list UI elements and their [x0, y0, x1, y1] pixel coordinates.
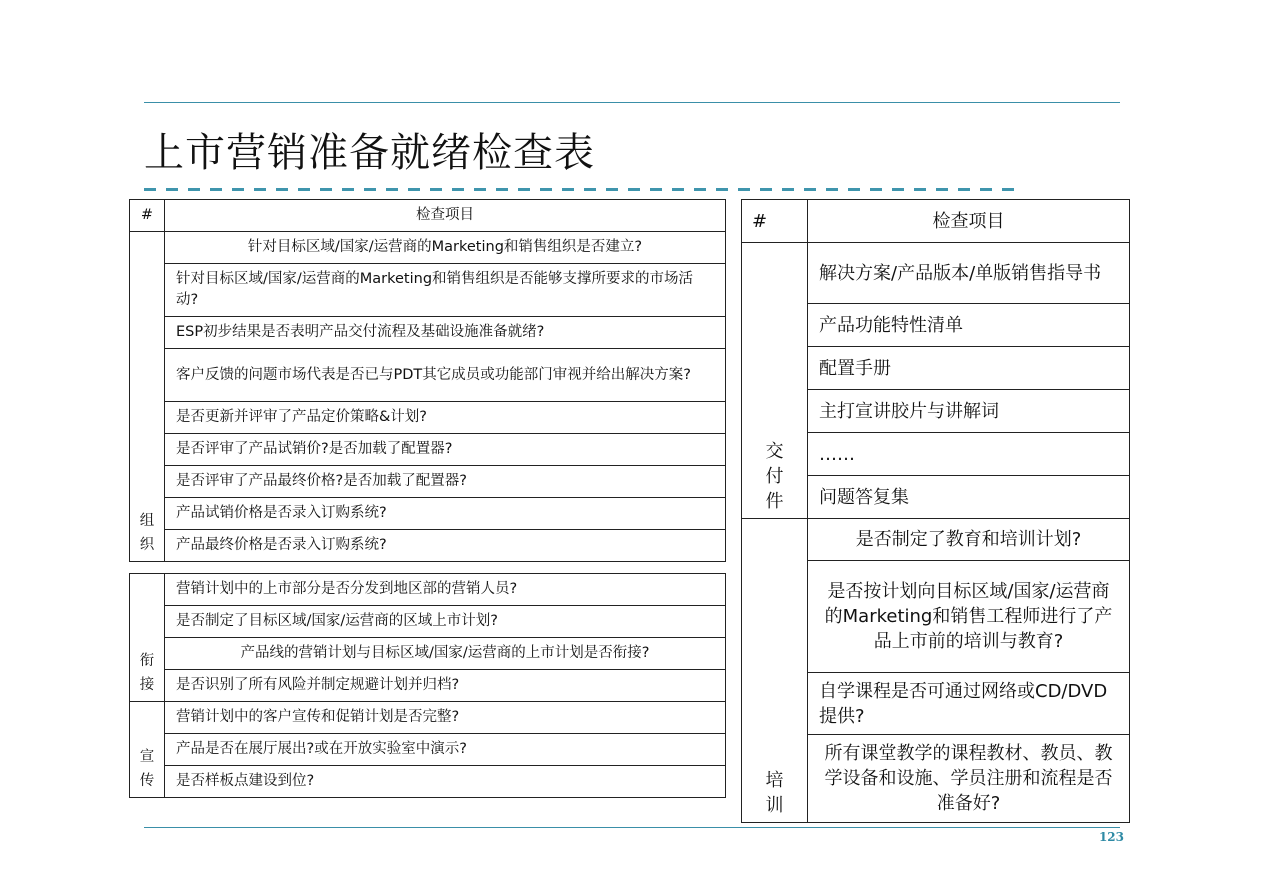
page-number: 123 — [1098, 830, 1124, 844]
group-label-training: 培训 — [742, 519, 808, 823]
top-divider — [144, 102, 1120, 103]
group-label-deliverables: 交付件 — [742, 243, 808, 519]
check-item: 是否评审了产品试销价?是否加载了配置器? — [165, 434, 726, 466]
table-row — [130, 232, 726, 264]
left-checklist-table — [129, 199, 726, 562]
table-row — [742, 243, 1130, 304]
check-item: 针对目标区域/国家/运营商的Marketing和销售组织是否建立? — [165, 232, 726, 264]
check-item: 是否评审了产品最终价格?是否加载了配置器? — [165, 466, 726, 498]
page-title: 上市营销准备就绪检查表 — [144, 130, 595, 176]
check-item: 客户反馈的问题市场代表是否已与PDT其它成员或功能部门审视并给出解决方案? — [165, 349, 726, 402]
table-row — [130, 349, 726, 402]
group-label-organization: 组织 — [130, 232, 165, 562]
left-checklist-table-continued — [129, 573, 726, 798]
table-row — [742, 519, 1130, 561]
table-row — [130, 766, 726, 798]
check-item: 产品线的营销计划与目标区域/国家/运营商的上市计划是否衔接? — [165, 638, 726, 670]
table-header-row — [742, 200, 1130, 243]
header-num: # — [130, 200, 165, 232]
check-item: 是否制定了目标区域/国家/运营商的区域上市计划? — [165, 606, 726, 638]
header-num: # — [742, 200, 808, 243]
check-item: 营销计划中的客户宣传和促销计划是否完整? — [165, 702, 726, 734]
group-label-alignment: 衔接 — [130, 574, 165, 702]
table-row — [130, 702, 726, 734]
check-item: 配置手册 — [808, 347, 1130, 390]
check-item: 自学课程是否可通过网络或CD/DVD提供? — [808, 673, 1130, 735]
check-item: 主打宣讲胶片与讲解词 — [808, 390, 1130, 433]
check-item: ESP初步结果是否表明产品交付流程及基础设施准备就绪? — [165, 317, 726, 349]
table-row — [130, 606, 726, 638]
table-row — [130, 530, 726, 562]
table-header-row — [130, 200, 726, 232]
check-item: 所有课堂教学的课程教材、教员、教学设备和设施、学员注册和流程是否准备好? — [808, 735, 1130, 823]
check-item: 解决方案/产品版本/单版销售指导书 — [808, 243, 1130, 304]
table-row — [130, 498, 726, 530]
check-item: 产品最终价格是否录入订购系统? — [165, 530, 726, 562]
check-item: 营销计划中的上市部分是否分发到地区部的营销人员? — [165, 574, 726, 606]
header-item: 检查项目 — [165, 200, 726, 232]
table-row — [130, 670, 726, 702]
check-item: …… — [808, 433, 1130, 476]
check-item: 是否样板点建设到位? — [165, 766, 726, 798]
table-row — [130, 434, 726, 466]
check-item: 产品是否在展厅展出?或在开放实验室中演示? — [165, 734, 726, 766]
table-row — [130, 264, 726, 317]
check-item: 是否按计划向目标区域/国家/运营商的Marketing和销售工程师进行了产品上市前的培训与教育? — [808, 561, 1130, 673]
check-item: 问题答复集 — [808, 476, 1130, 519]
title-dashed-underline — [144, 188, 1014, 191]
header-item: 检查项目 — [808, 200, 1130, 243]
table-row — [130, 402, 726, 434]
check-item: 是否识别了所有风险并制定规避计划并归档? — [165, 670, 726, 702]
table-row — [130, 466, 726, 498]
table-row — [130, 574, 726, 606]
bottom-divider — [144, 827, 1120, 828]
check-item: 产品功能特性清单 — [808, 304, 1130, 347]
right-checklist-table — [741, 199, 1130, 823]
check-item: 是否制定了教育和培训计划? — [808, 519, 1130, 561]
check-item: 针对目标区域/国家/运营商的Marketing和销售组织是否能够支撑所要求的市场活动? — [165, 264, 726, 317]
table-row — [130, 317, 726, 349]
table-row — [130, 734, 726, 766]
table-row — [130, 638, 726, 670]
group-label-promotion: 宣传 — [130, 702, 165, 798]
check-item: 是否更新并评审了产品定价策略&计划? — [165, 402, 726, 434]
check-item: 产品试销价格是否录入订购系统? — [165, 498, 726, 530]
